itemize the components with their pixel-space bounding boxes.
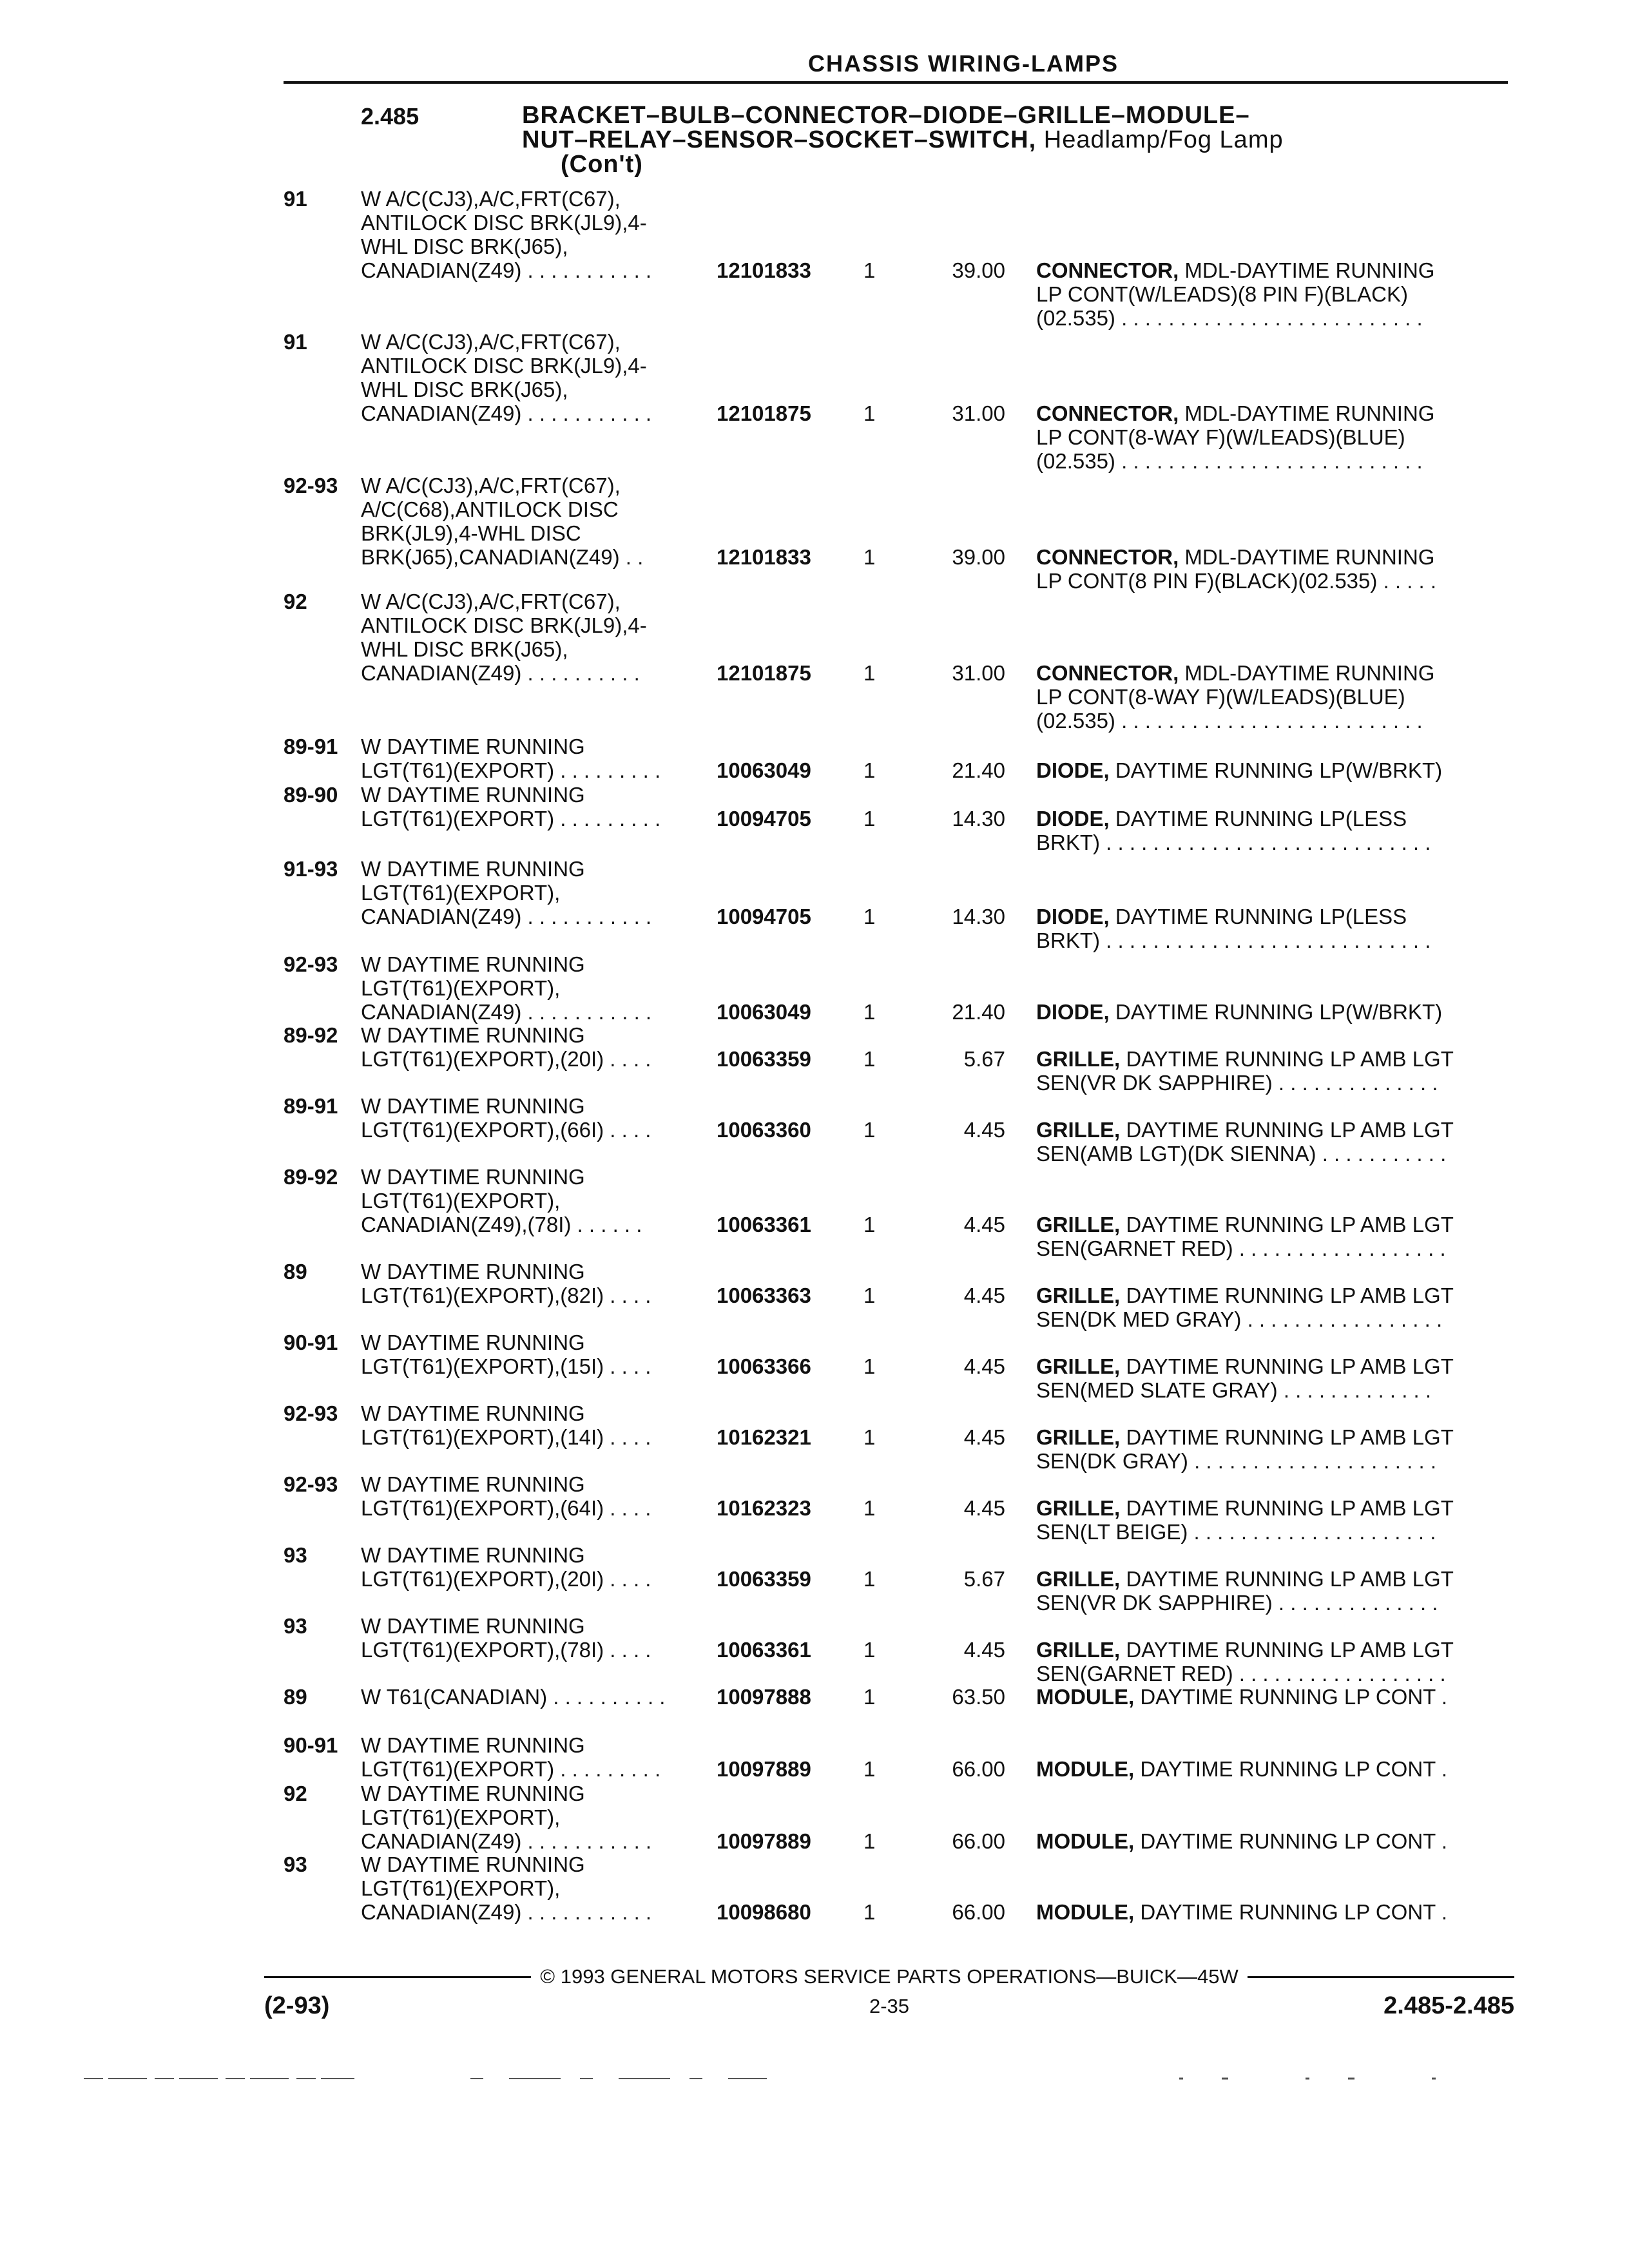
group-title-continued: (Con't) (561, 151, 643, 178)
quantity: 1 (863, 1354, 876, 1378)
part-category: GRILLE, (1036, 1047, 1121, 1071)
price: 5.67 (963, 1047, 1005, 1071)
part-number: 10097889 (717, 1829, 811, 1853)
part-detail: DAYTIME RUNNING LP AMB LGT SEN(MED SLATE GRAY) . . . . . . . . . . . . . (1036, 1354, 1454, 1402)
quantity: 1 (863, 1047, 876, 1071)
price: 66.00 (952, 1757, 1005, 1781)
usage-description: W DAYTIME RUNNING LGT(T61)(EXPORT), CANADIAN(Z49) . . . . . . . . . . . (361, 857, 652, 928)
group-title-tail: Headlamp/Fog Lamp (1036, 126, 1284, 153)
part-name (1036, 661, 1500, 733)
page-number: 2-35 (869, 1995, 910, 2017)
usage-description: W DAYTIME RUNNING LGT(T61)(EXPORT), CANADIAN(Z49) . . . . . . . . . . . (361, 1782, 652, 1853)
part-name (1036, 258, 1500, 330)
part-category: GRILLE, (1036, 1213, 1121, 1236)
part-detail: DAYTIME RUNNING LP AMB LGT SEN(DK MED GRAY) . . . . . . . . . . . . . . . . . (1036, 1283, 1454, 1331)
part-detail: DAYTIME RUNNING LP(LESS BRKT) . . . . . . . . . . . . . . . . . . . . . . . . . . . . (1036, 905, 1431, 952)
quantity: 1 (863, 401, 876, 425)
part-name (1036, 1000, 1500, 1024)
quantity: 1 (863, 1496, 876, 1520)
part-name (1036, 807, 1500, 854)
part-category: DIODE, (1036, 1000, 1110, 1024)
model-year: 89 (284, 1260, 307, 1283)
part-number: 10162323 (717, 1496, 811, 1520)
header-divider (284, 81, 1508, 84)
model-year: 89-92 (284, 1023, 338, 1047)
part-number: 10094705 (717, 807, 811, 831)
quantity: 1 (863, 1757, 876, 1781)
price: 31.00 (952, 401, 1005, 425)
quantity: 1 (863, 258, 876, 282)
part-name (1036, 1047, 1500, 1095)
usage-description: W DAYTIME RUNNING LGT(T61)(EXPORT) . . . . . . . . . (361, 735, 661, 782)
usage-description: W DAYTIME RUNNING LGT(T61)(EXPORT),(15I) . . . . (361, 1331, 651, 1378)
part-number: 10097888 (717, 1685, 811, 1709)
part-number: 10094705 (717, 905, 811, 928)
price: 14.30 (952, 905, 1005, 928)
group-title-line1: BRACKET–BULB–CONNECTOR–DIODE–GRILLE–MODULE– (522, 102, 1250, 129)
part-detail: MDL-DAYTIME RUNNING LP CONT(8 PIN F)(BLACK)(02.535) . . . . . (1036, 545, 1437, 593)
usage-description: W DAYTIME RUNNING LGT(T61)(EXPORT), CANADIAN(Z49),(78I) . . . . . . (361, 1165, 642, 1236)
quantity: 1 (863, 1638, 876, 1662)
part-name (1036, 401, 1500, 473)
model-year: 90-91 (284, 1331, 338, 1354)
scan-artifacts (84, 2075, 1437, 2082)
part-number: 10063049 (717, 758, 811, 782)
group-title-line2: NUT–RELAY–SENSOR–SOCKET–SWITCH, (522, 126, 1037, 153)
part-category: MODULE, (1036, 1685, 1135, 1709)
model-year: 92-93 (284, 1472, 338, 1496)
price: 4.45 (963, 1425, 1005, 1449)
model-year: 93 (284, 1543, 307, 1567)
usage-description: W DAYTIME RUNNING LGT(T61)(EXPORT),(82I) . . . . (361, 1260, 651, 1307)
quantity: 1 (863, 1000, 876, 1024)
part-number: 10063361 (717, 1213, 811, 1236)
price: 39.00 (952, 258, 1005, 282)
price: 4.45 (963, 1283, 1005, 1307)
part-detail: MDL-DAYTIME RUNNING LP CONT(8-WAY F)(W/LEADS)(BLUE) (02.535) . . . . . . . . . . . . . . . . . . . . . . . . . . (1036, 661, 1435, 733)
footer-rule-left (264, 1976, 531, 1978)
part-number: 10097889 (717, 1757, 811, 1781)
quantity: 1 (863, 1685, 876, 1709)
part-category: MODULE, (1036, 1829, 1135, 1853)
price: 66.00 (952, 1829, 1005, 1853)
part-detail: DAYTIME RUNNING LP CONT . (1134, 1685, 1448, 1709)
model-year: 92-93 (284, 474, 338, 497)
part-detail: DAYTIME RUNNING LP CONT . (1134, 1829, 1448, 1853)
model-year: 93 (284, 1614, 307, 1638)
part-detail: DAYTIME RUNNING LP CONT . (1134, 1757, 1448, 1781)
price: 31.00 (952, 661, 1005, 685)
part-category: CONNECTOR, (1036, 545, 1179, 569)
part-name (1036, 1283, 1500, 1331)
part-detail: DAYTIME RUNNING LP AMB LGT SEN(AMB LGT)(DK SIENNA) . . . . . . . . . . . (1036, 1118, 1454, 1166)
quantity: 1 (863, 758, 876, 782)
footer-copyright-line (264, 1965, 1514, 1988)
model-year: 89-92 (284, 1165, 338, 1189)
part-number: 10063361 (717, 1638, 811, 1662)
quantity: 1 (863, 905, 876, 928)
part-name (1036, 545, 1500, 593)
group-title (522, 103, 1284, 177)
part-number: 10063363 (717, 1283, 811, 1307)
model-year: 89 (284, 1685, 307, 1709)
usage-description: W A/C(CJ3),A/C,FRT(C67), ANTILOCK DISC BRK(JL9),4- WHL DISC BRK(J65), CANADIAN(Z49) . . . . . . . . . . . (361, 330, 652, 425)
part-number: 10063366 (717, 1354, 811, 1378)
usage-description: W A/C(CJ3),A/C,FRT(C67), A/C(C68),ANTILOCK DISC BRK(JL9),4-WHL DISC BRK(J65),CANADIAN(Z49) . . (361, 474, 644, 569)
part-category: DIODE, (1036, 905, 1110, 928)
price: 21.40 (952, 758, 1005, 782)
part-number: 10063359 (717, 1567, 811, 1591)
part-name (1036, 1900, 1500, 1924)
part-category: GRILLE, (1036, 1283, 1121, 1307)
quantity: 1 (863, 1567, 876, 1591)
model-year: 91-93 (284, 857, 338, 881)
quantity: 1 (863, 545, 876, 569)
usage-description: W A/C(CJ3),A/C,FRT(C67), ANTILOCK DISC BRK(JL9),4- WHL DISC BRK(J65), CANADIAN(Z49) . . . . . . . . . . . (361, 187, 652, 282)
part-number: 10063359 (717, 1047, 811, 1071)
part-category: GRILLE, (1036, 1496, 1121, 1520)
model-year: 91 (284, 187, 307, 211)
copyright-text: © 1993 GENERAL MOTORS SERVICE PARTS OPERATIONS—BUICK—45W (540, 1965, 1239, 1988)
part-detail: DAYTIME RUNNING LP(W/BRKT) (1109, 758, 1443, 782)
usage-description: W DAYTIME RUNNING LGT(T61)(EXPORT),(64I) . . . . (361, 1472, 651, 1520)
group-number: 2.485 (361, 103, 419, 130)
page-header (284, 50, 1508, 84)
usage-description: W DAYTIME RUNNING LGT(T61)(EXPORT), CANADIAN(Z49) . . . . . . . . . . . (361, 952, 652, 1024)
model-year: 92 (284, 1782, 307, 1805)
quantity: 1 (863, 1118, 876, 1142)
model-year: 91 (284, 330, 307, 354)
part-category: CONNECTOR, (1036, 401, 1179, 425)
part-category: MODULE, (1036, 1757, 1135, 1781)
part-detail: DAYTIME RUNNING LP AMB LGT SEN(VR DK SAPPHIRE) . . . . . . . . . . . . . . (1036, 1567, 1454, 1615)
model-year: 92 (284, 590, 307, 613)
part-number: 12101875 (717, 401, 811, 425)
part-number: 10098680 (717, 1900, 811, 1924)
part-number: 12101833 (717, 545, 811, 569)
part-category: CONNECTOR, (1036, 258, 1179, 282)
part-name (1036, 758, 1500, 782)
part-name (1036, 1496, 1500, 1544)
usage-description: W DAYTIME RUNNING LGT(T61)(EXPORT),(20I) . . . . (361, 1543, 651, 1591)
section-title: CHASSIS WIRING-LAMPS (807, 50, 1119, 77)
usage-description: W T61(CANADIAN) . . . . . . . . . . (361, 1685, 666, 1709)
part-number: 12101875 (717, 661, 811, 685)
usage-description: W DAYTIME RUNNING LGT(T61)(EXPORT), CANADIAN(Z49) . . . . . . . . . . . (361, 1852, 652, 1924)
price: 4.45 (963, 1213, 1005, 1236)
quantity: 1 (863, 1425, 876, 1449)
quantity: 1 (863, 661, 876, 685)
price: 21.40 (952, 1000, 1005, 1024)
price: 14.30 (952, 807, 1005, 831)
part-name (1036, 1354, 1500, 1402)
price: 63.50 (952, 1685, 1005, 1709)
model-year: 92-93 (284, 1401, 338, 1425)
price: 5.67 (963, 1567, 1005, 1591)
quantity: 1 (863, 1283, 876, 1307)
part-detail: DAYTIME RUNNING LP AMB LGT SEN(GARNET RED) . . . . . . . . . . . . . . . . . . (1036, 1213, 1454, 1260)
price: 4.45 (963, 1354, 1005, 1378)
quantity: 1 (863, 1213, 876, 1236)
part-name (1036, 1567, 1500, 1615)
price: 4.45 (963, 1118, 1005, 1142)
footer-rule-right (1248, 1976, 1514, 1978)
usage-description: W DAYTIME RUNNING LGT(T61)(EXPORT),(78I) . . . . (361, 1614, 651, 1662)
usage-description: W DAYTIME RUNNING LGT(T61)(EXPORT) . . . . . . . . . (361, 783, 661, 831)
part-detail: MDL-DAYTIME RUNNING LP CONT(8-WAY F)(W/LEADS)(BLUE) (02.535) . . . . . . . . . . . . . . . . . . . . . . . . . . (1036, 401, 1435, 473)
part-detail: DAYTIME RUNNING LP AMB LGT SEN(GARNET RED) . . . . . . . . . . . . . . . . . . (1036, 1638, 1454, 1686)
part-category: DIODE, (1036, 758, 1110, 782)
part-name (1036, 1685, 1500, 1709)
part-detail: DAYTIME RUNNING LP AMB LGT SEN(DK GRAY) . . . . . . . . . . . . . . . . . . . . . (1036, 1425, 1454, 1473)
part-category: GRILLE, (1036, 1354, 1121, 1378)
part-detail: DAYTIME RUNNING LP CONT . (1134, 1900, 1448, 1924)
page-footer (264, 1965, 1514, 2024)
part-name (1036, 905, 1500, 952)
part-number: 10162321 (717, 1425, 811, 1449)
quantity: 1 (863, 807, 876, 831)
model-year: 90-91 (284, 1733, 338, 1757)
part-category: DIODE, (1036, 807, 1110, 831)
part-number: 10063049 (717, 1000, 811, 1024)
model-year: 89-90 (284, 783, 338, 807)
part-detail: MDL-DAYTIME RUNNING LP CONT(W/LEADS)(8 PIN F)(BLACK) (02.535) . . . . . . . . . . . . . . . . . . . . . . . . . . (1036, 258, 1435, 330)
part-name (1036, 1638, 1500, 1686)
usage-description: W DAYTIME RUNNING LGT(T61)(EXPORT),(20I) . . . . (361, 1023, 651, 1071)
price: 4.45 (963, 1638, 1005, 1662)
usage-description: W A/C(CJ3),A/C,FRT(C67), ANTILOCK DISC BRK(JL9),4- WHL DISC BRK(J65), CANADIAN(Z49) . . . . . . . . . . (361, 590, 647, 685)
usage-description: W DAYTIME RUNNING LGT(T61)(EXPORT) . . . . . . . . . (361, 1733, 661, 1781)
usage-description: W DAYTIME RUNNING LGT(T61)(EXPORT),(14I) . . . . (361, 1401, 651, 1449)
price: 39.00 (952, 545, 1005, 569)
footer-bottom (264, 1992, 1514, 2024)
model-year: 92-93 (284, 952, 338, 976)
model-year: 89-91 (284, 735, 338, 758)
part-category: GRILLE, (1036, 1118, 1121, 1142)
price: 4.45 (963, 1496, 1005, 1520)
part-number: 12101833 (717, 258, 811, 282)
part-detail: DAYTIME RUNNING LP(W/BRKT) (1109, 1000, 1443, 1024)
revision-date: (2-93) (264, 1992, 330, 2019)
model-year: 93 (284, 1852, 307, 1876)
quantity: 1 (863, 1900, 876, 1924)
part-name (1036, 1829, 1500, 1853)
part-detail: DAYTIME RUNNING LP AMB LGT SEN(VR DK SAPPHIRE) . . . . . . . . . . . . . . (1036, 1047, 1454, 1095)
price: 66.00 (952, 1900, 1005, 1924)
part-name (1036, 1213, 1500, 1260)
part-category: CONNECTOR, (1036, 661, 1179, 685)
usage-description: W DAYTIME RUNNING LGT(T61)(EXPORT),(66I) . . . . (361, 1094, 651, 1142)
part-name (1036, 1118, 1500, 1166)
part-category: MODULE, (1036, 1900, 1135, 1924)
part-detail: DAYTIME RUNNING LP AMB LGT SEN(LT BEIGE) . . . . . . . . . . . . . . . . . . . . . (1036, 1496, 1454, 1544)
quantity: 1 (863, 1829, 876, 1853)
part-category: GRILLE, (1036, 1638, 1121, 1662)
part-detail: DAYTIME RUNNING LP(LESS BRKT) . . . . . . . . . . . . . . . . . . . . . . . . . . . . (1036, 807, 1431, 854)
part-name (1036, 1757, 1500, 1781)
part-category: GRILLE, (1036, 1567, 1121, 1591)
part-number: 10063360 (717, 1118, 811, 1142)
group-range: 2.485-2.485 (1383, 1992, 1514, 2019)
model-year: 89-91 (284, 1094, 338, 1118)
part-name (1036, 1425, 1500, 1473)
part-category: GRILLE, (1036, 1425, 1121, 1449)
